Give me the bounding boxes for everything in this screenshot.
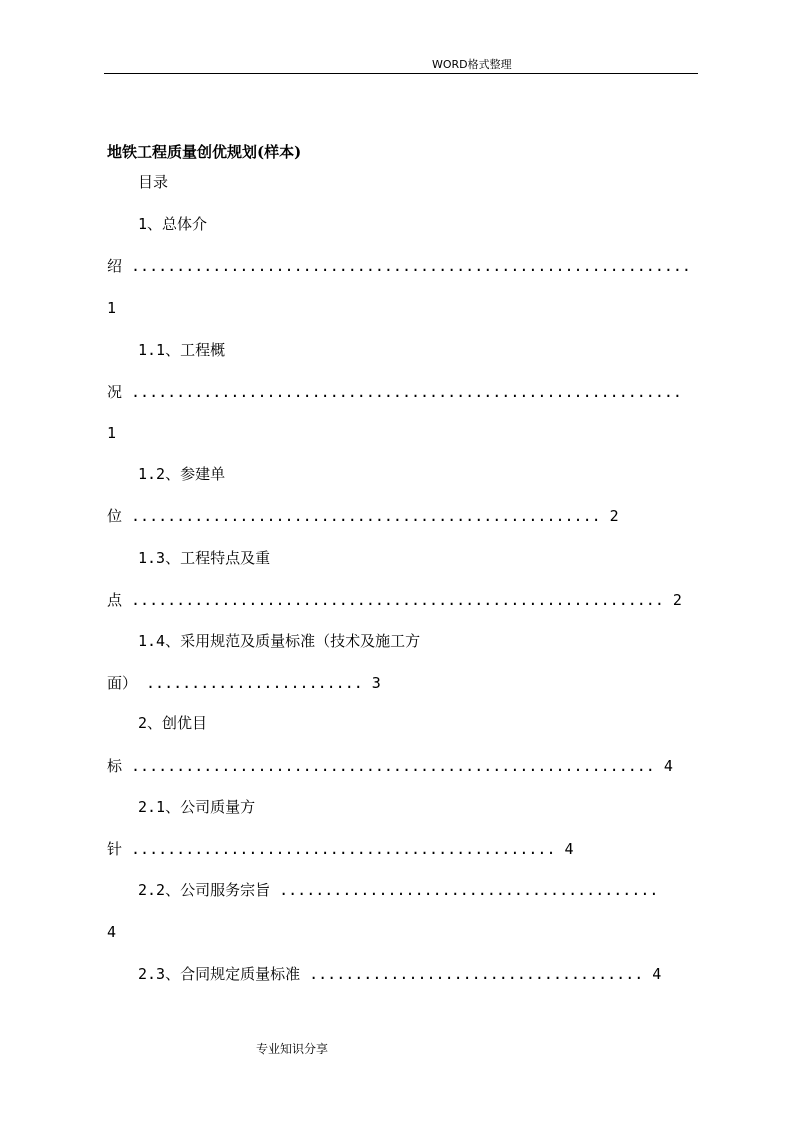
toc-entry-2-3: 2.3、合同规定质量标准 ..................................... 4 (138, 965, 662, 983)
toc-entry-1-3-leader: 点 ........................................................... 2 (107, 591, 682, 609)
toc-entry-1-page: 1 (107, 299, 117, 317)
toc-entry-1-3: 1.3、工程特点及重 (138, 549, 271, 567)
toc-entry-2-2-page: 4 (107, 923, 117, 941)
toc-entry-1-4-leader: 面） ........................ 3 (107, 674, 381, 692)
toc-entry-1-1-page: 1 (107, 424, 117, 442)
toc-entry-1-4: 1.4、采用规范及质量标准（技术及施工方 (138, 632, 421, 650)
toc-entry-2-leader: 标 .......................................................... 4 (107, 757, 673, 775)
toc-entry-1-leader: 绍 .............................................................. (107, 257, 691, 275)
toc-entry-1-1-leader: 况 ............................................................. (107, 383, 682, 401)
toc-entry-1-2-leader: 位 .................................................... 2 (107, 507, 619, 525)
toc-entry-1: 1、总体介 (138, 215, 208, 233)
document-title: 地铁工程质量创优规划(样本) (107, 143, 302, 161)
toc-entry-1-2: 1.2、参建单 (138, 465, 226, 483)
header-rule (104, 73, 698, 74)
toc-entry-1-1: 1.1、工程概 (138, 341, 226, 359)
page-footer: 专业知识分享 (256, 1042, 329, 1056)
toc-entry-2-1-leader: 针 ............................................... 4 (107, 840, 574, 858)
toc-heading: 目录 (138, 173, 169, 191)
toc-entry-2-2: 2.2、公司服务宗旨 .......................................... (138, 881, 659, 899)
toc-entry-2: 2、创优目 (138, 714, 208, 732)
header-text: WORD格式整理 (432, 58, 512, 71)
toc-entry-2-1: 2.1、公司质量方 (138, 798, 256, 816)
